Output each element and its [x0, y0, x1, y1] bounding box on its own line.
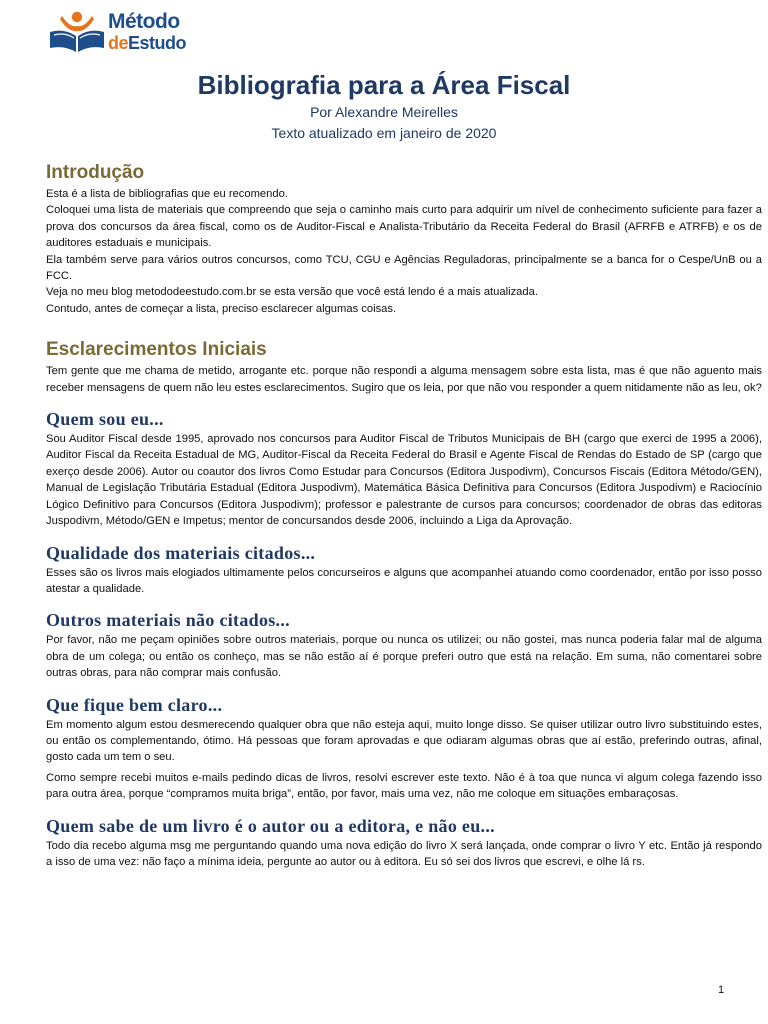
paragraph: Esta é a lista de bibliografias que eu recomendo. — [46, 188, 288, 200]
paragraph: Veja no meu blog metododeestudo.com.br se esta versão que você está lendo é a mais atualizada. — [46, 286, 538, 299]
logo — [46, 8, 216, 54]
section-heading-autor-editora: Quem sabe de um livro é o autor ou a editora, e não eu... — [46, 815, 495, 836]
spacer — [46, 530, 762, 541]
spacer — [46, 803, 762, 814]
spacer — [46, 317, 762, 337]
document-updated-date: Texto atualizado em janeiro de 2020 — [271, 125, 497, 141]
document-title: Bibliografia para a Área Fiscal — [197, 70, 571, 100]
paragraph: Todo dia recebo alguma msg me perguntando quando uma nova edição do livro X será lançada, onde comprar o livro Y etc. Então já respondo a isso de uma vez: não faço a mínima ideia, pergunte ao autor ou à editora. Eu só sei dos livros que escrevi, e olhe lá rs. — [46, 839, 762, 868]
spacer — [46, 597, 762, 608]
logo-wordmark-line1: Método — [108, 10, 180, 33]
paragraph: Em momento algum estou desmerecendo qualquer obra que não esteja aqui, muito longe disso. Se quiser utilizar outro livro substituindo estes, ou então os complementando, ótimo. Há pessoas que foram aprovadas e que odiaram algumas obras que aí estão, preferindo outras, afinal, gosto cada um tem o seu. — [46, 718, 762, 764]
paragraph: Como sempre recebi muitos e-mails pedindo dicas de livros, resolvi escrever este texto. Não é à toa que nunca vi algum colega fazendo isso para outra área, porque “compramos muita briga”, então, por favor, mais uma vez, não me coloque em situações embaraçosas. — [46, 771, 762, 801]
section-heading-outros-materiais: Outros materiais não citados... — [46, 610, 290, 631]
section-heading-quem-sou: Quem sou eu... — [46, 409, 164, 430]
spacer — [46, 682, 762, 693]
section-heading-que-fique-claro: Que fique bem claro... — [46, 694, 223, 715]
logo-wordmark-suffix: Estudo — [128, 33, 187, 53]
paragraph: Tem gente que me chama de metido, arrogante etc. porque não respondi a alguma mensagem sobre esta lista, mas é que não aguento mais receber mensagens de quem não leu estes esclarecimentos. Sugiro que os leia, por que não vou responder a quem nitidamente não as leu, ok? — [46, 365, 762, 394]
open-book-logo-icon — [46, 10, 108, 54]
paragraph: Coloquei uma lista de materiais que compreendo que seja o caminho mais curto para adquirir um nível de conhecimento suficiente para fazer a prova dos concursos da área fiscal, como os de Auditor-Fiscal e Analista-Tributário da Receita Federal do Brasil (AFRFB e ATRFB) e os de auditores estaduais e municipais. — [46, 204, 762, 250]
paragraph: Ela também serve para vários outros concursos, como TCU, CGU e Agências Reguladoras, principalmente se a banca for o Cespe/UnB ou a FCC. — [46, 253, 762, 283]
spacer — [46, 396, 762, 407]
page-number: 1 — [718, 984, 725, 996]
document-body — [46, 160, 762, 870]
section-heading-introducao: Introdução — [46, 162, 145, 183]
logo-wordmark-prefix: de — [108, 33, 129, 53]
title-block — [0, 68, 768, 144]
section-heading-qualidade: Qualidade dos materiais citados... — [46, 542, 316, 563]
paragraph: Sou Auditor Fiscal desde 1995, aprovado nos concursos para Auditor Fiscal de Tributos Municipais de BH (cargo que exerci de 1995 a 2006), Auditor Fiscal da Receita Estadual de MG, Auditor-Fiscal da Receita Federal do Brasil e Agente Fiscal de Rendas do Estado de SP (cargo que exerço desde 2006). Autor ou coautor dos livros Como Estudar para Concursos (Editora Juspodivm), Concursos Fiscais (Editora Método/GEN), Manual de Legislação Tributária Estadual (Editora Juspodivm), Matemática Básica Definitiva para Concursos (Editora Juspodivm) e Raciocínio Lógico Definitivo para Concursos (Editora Juspodivm); professor e palestrante de cursos para concursos; coordenador de obras das editoras Juspodivm, Método/GEN e Impetus; mentor de concursandos desde 2006, incluindo a Liga da Aprovação. — [46, 433, 762, 528]
logo-wordmark-line2 — [108, 33, 186, 53]
paragraph: Esses são os livros mais elogiados ultimamente pelos concurseiros e alguns que acompanhei atuando como coordenador, então por isso posso atestar a qualidade. — [46, 566, 762, 595]
section-heading-esclarecimentos: Esclarecimentos Iniciais — [46, 339, 267, 361]
document-author: Por Alexandre Meirelles — [310, 104, 458, 120]
paragraph: Por favor, não me peçam opiniões sobre outros materiais, porque ou nunca os utilizei; ou não gostei, mas nunca poderia falar mal de alguma obra de um colega; ou então os conheço, mas se não estão aí é porque preferi outro que está na relação. Em suma, não comentarei sobre outras obras, para não comprar mais confusão. — [46, 634, 762, 680]
paragraph: Contudo, antes de começar a lista, preciso esclarecer algumas coisas. — [46, 302, 397, 315]
